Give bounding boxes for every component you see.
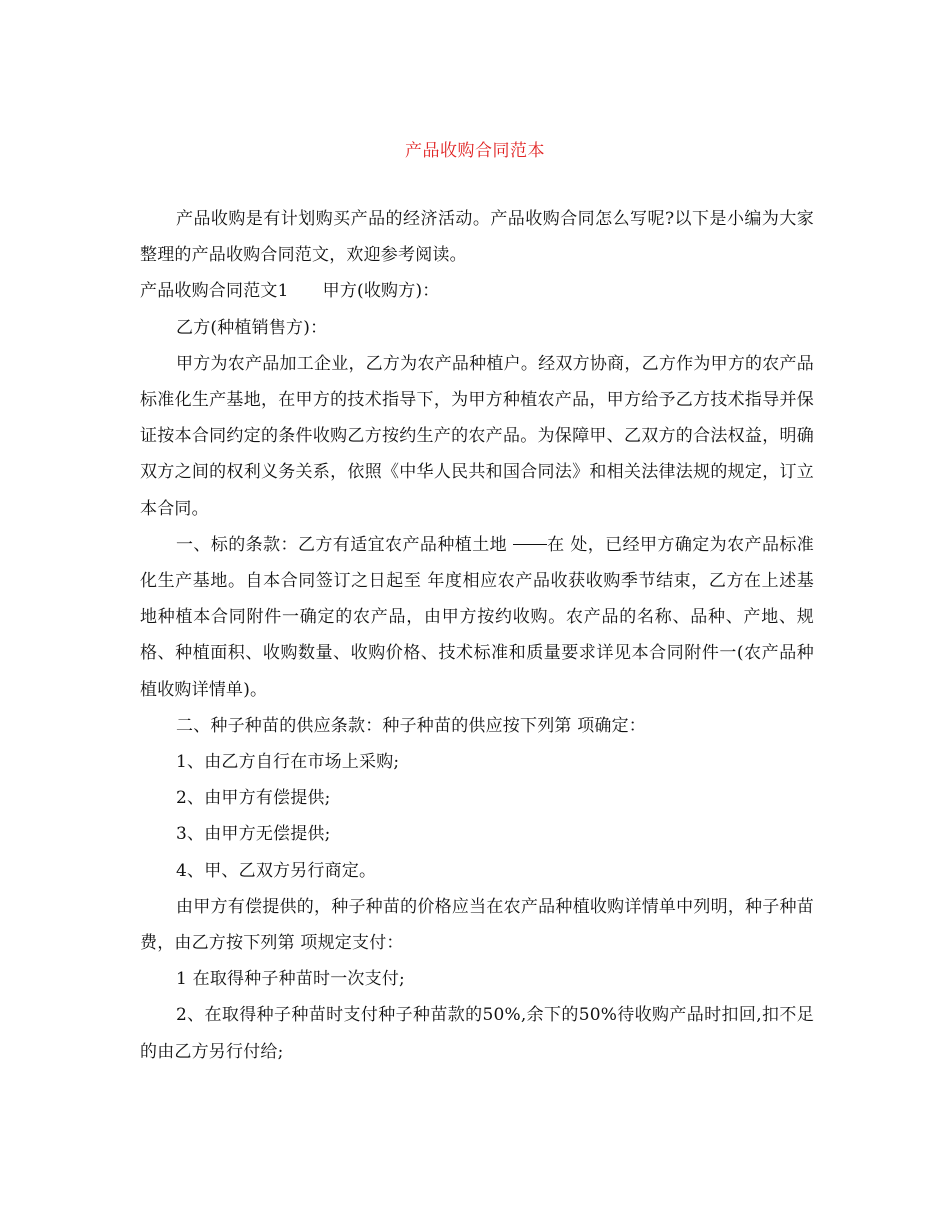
intro-paragraph: 产品收购是有计划购买产品的经济活动。产品收购合同怎么写呢?以下是小编为大家整理的产品收购合同范文，欢迎参考阅读。 <box>140 209 814 266</box>
clause-2-paragraph: 二、种子种苗的供应条款：种子种苗的供应按下列第 项确定： <box>176 715 647 736</box>
document-body <box>140 201 814 1070</box>
option-item-3: 3、由甲方无偿提供; <box>176 824 331 845</box>
payment-item-1: 1 在取得种子种苗时一次支付; <box>176 969 405 990</box>
paid-supply-paragraph: 由甲方有偿提供的，种子种苗的价格应当在农产品种植收购详情单中列明，种子种苗费，由乙方按下列第 项规定支付： <box>140 896 814 954</box>
sample-label: 产品收购合同范文1 <box>140 281 289 302</box>
clause-1-paragraph <box>140 527 814 708</box>
option-item-1: 1、由乙方自行在市场上采购; <box>176 752 400 773</box>
payment-item-2: 2、在取得种子种苗时支付种子种苗款的50%,余下的50%待收购产品时扣回,扣不足的由乙方另行付给; <box>140 1005 814 1062</box>
document-title: 产品收购合同范本 <box>405 141 545 161</box>
sample-heading-line <box>140 273 814 309</box>
clause-1-rest: 在 处，已经甲方确定为农产品标准化生产基地。自本合同签订之日起至 年度相应农产品收获收购季节结束，乙方在上述基地种植本合同附件一确定的农产品，由甲方按约收购。农产品的名称、品种、产地、规格、种植面积、收购数量、收购价格、技术标准和质量要求详见本合同附件一(农产品种植收购详情单)。 <box>140 534 814 700</box>
party-a-label: 甲方(收购方)： <box>322 281 440 302</box>
option-item-4: 4、甲、乙双方另行商定。 <box>176 860 377 881</box>
blank-underline <box>513 544 547 545</box>
option-item-2: 2、由甲方有偿提供; <box>176 788 331 809</box>
party-b-label: 乙方(种植销售方)： <box>176 317 328 338</box>
preamble-paragraph: 甲方为农产品加工企业，乙方为农产品种植户。经双方协商，乙方作为甲方的农产品标准化生产基地，在甲方的技术指导下，为甲方种植农产品，甲方给予乙方技术指导并保证按本合同约定的条件收购乙方按约生产的农产品。为保障甲、乙双方的合法权益，明确双方之间的权利义务关系，依照《中华人民共和国合同法》和相关法律法规的规定，订立本合同。 <box>140 353 814 519</box>
clause-1-lead: 一、标的条款：乙方有适宜农产品种植土地 <box>176 534 513 555</box>
